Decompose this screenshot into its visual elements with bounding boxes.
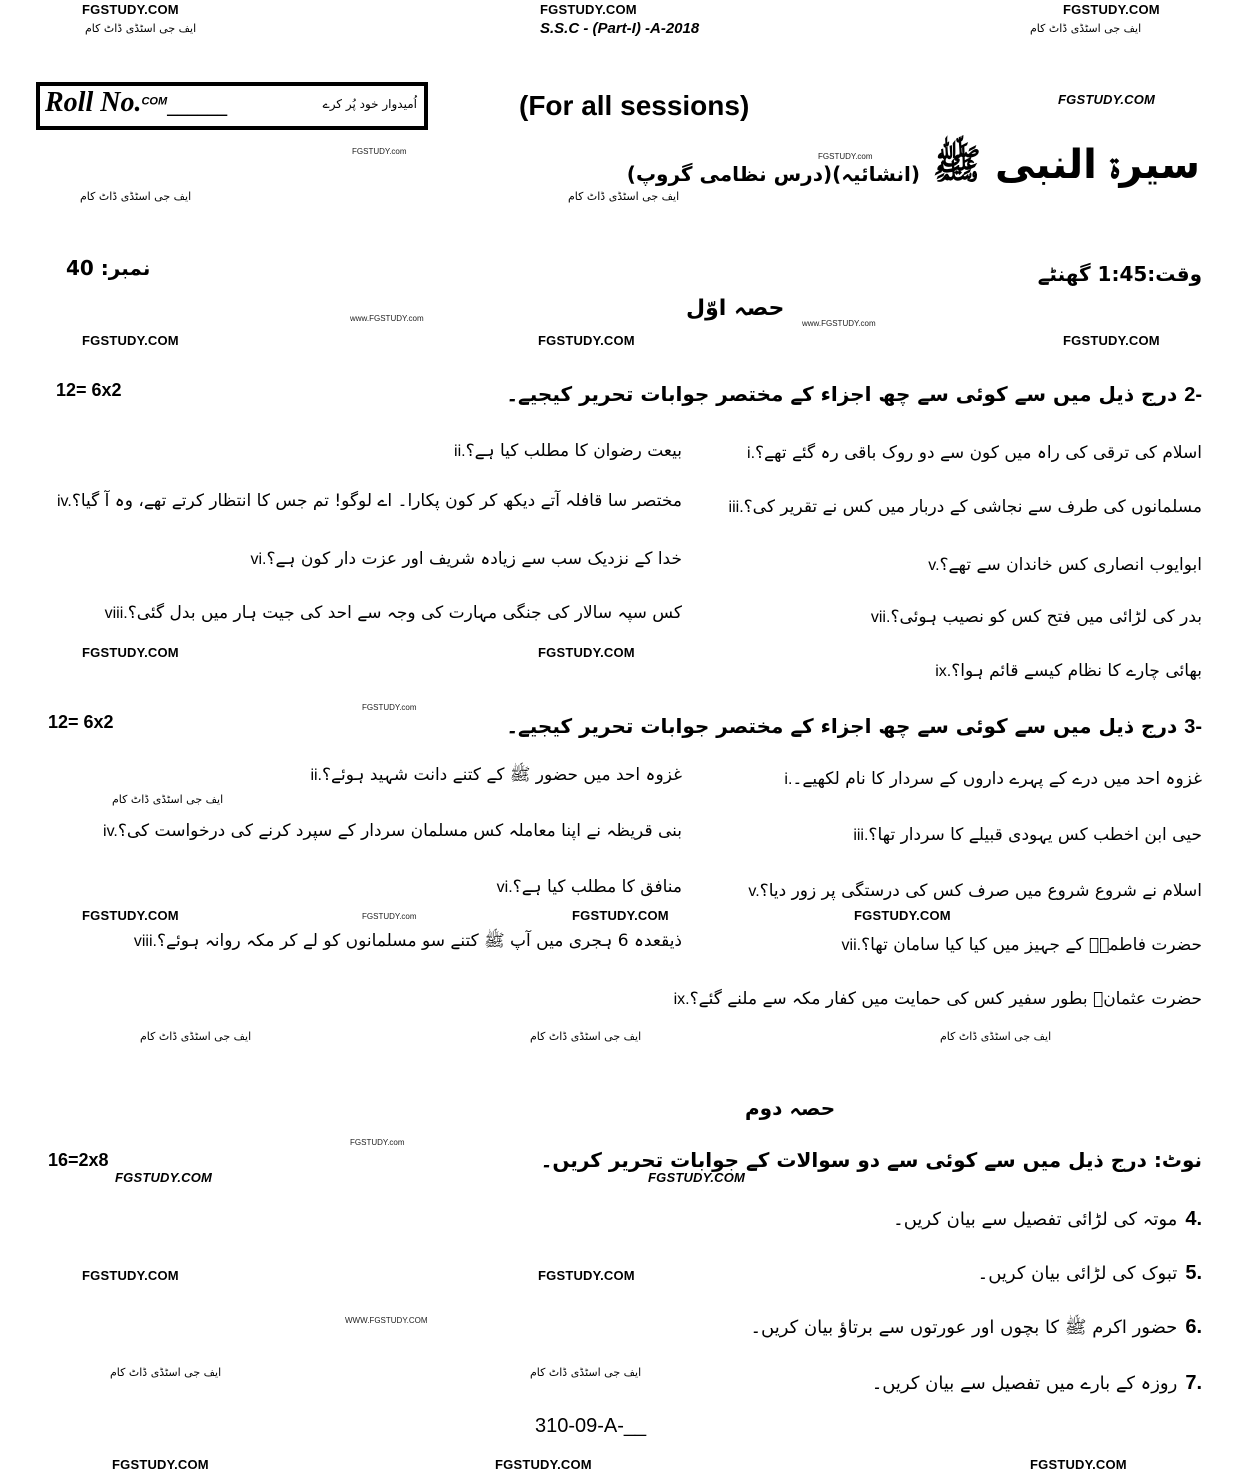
watermark-small: FGSTUDY.com (362, 912, 417, 921)
part2-question-6: .6حضور اکرم ﷺ کا بچوں اور عورتوں سے برتاؤ بیان کریں۔ (750, 1316, 1202, 1338)
watermark-small: FGSTUDY.com (362, 703, 417, 712)
part2-note: نوٹ: درج ذیل میں سے کوئی سے دو سوالات کے جوابات تحریر کریں۔ (540, 1148, 1202, 1172)
part2-question-7: .7روزہ کے بارے میں تفصیل سے بیان کریں۔ (871, 1372, 1202, 1394)
q2-instruction (506, 382, 1202, 407)
q3-item-ii: ii.غزوہ احد میں حضور ﷺ کے کتنے دانت شہید ہوئے؟ (310, 765, 682, 785)
q2-marks: 12= 6x2 (56, 380, 122, 400)
watermark-small: FGSTUDY.com (352, 147, 407, 156)
roll-number-box[interactable] (36, 82, 428, 130)
exam-code: S.S.C - (Part-I) -A-2018 (540, 20, 700, 37)
watermark-small: www.FGSTUDY.com (802, 319, 876, 328)
q2-item-v: v.ابوایوب انصاری کس خاندان سے تھے؟ (928, 555, 1202, 575)
q2-item-vi: vi.خدا کے نزدیک سب سے زیادہ شریف اور عزت دار کون ہے؟ (250, 549, 682, 569)
watermark: FGSTUDY.COM (538, 1268, 635, 1283)
part2-question-5: .5تبوک کی لڑائی بیان کریں۔ (977, 1262, 1202, 1284)
watermark-urdu: ایف جی اسٹڈی ڈاٹ کام (140, 1030, 252, 1043)
q2-number: -2 (1184, 384, 1202, 406)
watermark: FGSTUDY.COM (82, 1268, 179, 1283)
watermark: FGSTUDY.COM (540, 2, 637, 17)
part2-marks: 16=2x8 (48, 1150, 109, 1170)
part2-title: حصہ دوم (745, 1096, 836, 1120)
watermark: FGSTUDY.COM (82, 2, 179, 17)
watermark: FGSTUDY.COM (1063, 333, 1160, 348)
q3-item-iv: iv.بنی قریظہ نے اپنا معاملہ کس مسلمان سردار کے سپرد کرنے کی درخواست کی؟ (103, 821, 682, 841)
paper-code: 310-09-A-__ (535, 1415, 647, 1437)
watermark-urdu: ایف جی اسٹڈی ڈاٹ کام (80, 190, 192, 203)
q3-marks: 12= 6x2 (48, 712, 114, 732)
watermark-small: FGSTUDY.com (818, 152, 873, 161)
q3-instruction-text: درج ذیل میں سے کوئی سے چھ اجزاء کے مختصر جوابات تحریر کیجیے۔ (506, 714, 1178, 738)
roll-instruction: اُمیدوار خود پُر کرے (322, 97, 417, 111)
roll-blank[interactable]: ______ (167, 92, 228, 116)
watermark-urdu: ایف جی اسٹڈی ڈاٹ کام (568, 190, 680, 203)
watermark: FGSTUDY.COM (495, 1457, 592, 1472)
watermark: FGSTUDY.COM (115, 1170, 213, 1185)
time-allowed: وقت:1:45 گھنٹے (1037, 262, 1202, 286)
sessions-label: (For all sessions) (519, 90, 750, 121)
q3-item-vii: vii.حضرت فاطمہؓ کے جہیز میں کیا کیا سامان تھا؟ (841, 935, 1202, 955)
watermark-urdu: ایف جی اسٹڈی ڈاٹ کام (110, 1366, 222, 1379)
watermark: FGSTUDY.COM (648, 1170, 746, 1185)
watermark: FGSTUDY.COM (82, 645, 179, 660)
q3-item-v: v.اسلام نے شروع شروع میں صرف کس کی درستگی پر زور دیا؟ (748, 881, 1202, 901)
watermark-urdu: ایف جی اسٹڈی ڈاٹ کام (940, 1030, 1052, 1043)
watermark-urdu: ایف جی اسٹڈی ڈاٹ کام (530, 1030, 642, 1043)
watermark: FGSTUDY.COM (82, 908, 179, 923)
q2-item-iii: iii.مسلمانوں کی طرف سے نجاشی کے دربار میں کس نے تقریر کی؟ (728, 497, 1202, 517)
q3-item-vi: vi.منافق کا مطلب کیا ہے؟ (496, 877, 682, 897)
watermark-small: FGSTUDY.com (350, 1138, 405, 1147)
watermark: FGSTUDY.COM (1058, 92, 1156, 107)
watermark-urdu: ایف جی اسٹڈی ڈاٹ کام (85, 22, 197, 35)
watermark-urdu: ایف جی اسٹڈی ڈاٹ کام (530, 1366, 642, 1379)
watermark: FGSTUDY.COM (538, 333, 635, 348)
roll-suffix: COM (141, 95, 168, 108)
part1-title: حصہ اوّل (686, 296, 785, 321)
watermark-urdu: ایف جی اسٹڈی ڈاٹ کام (1030, 22, 1142, 35)
watermark: FGSTUDY.COM (82, 333, 179, 348)
q3-item-ix: ix.حضرت عثمانؓ بطور سفیر کس کی حمایت میں کفار مکہ سے ملنے گئے؟ (673, 989, 1202, 1009)
q2-instruction-text: درج ذیل میں سے کوئی سے چھ اجزاء کے مختصر جوابات تحریر کیجیے۔ (506, 382, 1178, 406)
watermark: FGSTUDY.COM (1030, 1457, 1127, 1472)
watermark: FGSTUDY.COM (572, 908, 669, 923)
q3-item-iii: iii.حیی ابن اخطب کس یہودی قبیلے کا سردار تھا؟ (853, 825, 1202, 845)
watermark-small: WWW.FGSTUDY.COM (345, 1316, 428, 1325)
watermark: FGSTUDY.COM (538, 645, 635, 660)
watermark: FGSTUDY.COM (112, 1457, 209, 1472)
watermark-urdu: ایف جی اسٹڈی ڈاٹ کام (112, 793, 224, 806)
watermark: FGSTUDY.COM (854, 908, 951, 923)
q2-item-i: i.اسلام کی ترقی کی راہ میں کون سے دو روک باقی رہ گئے تھے؟ (747, 443, 1202, 463)
q3-instruction (506, 714, 1202, 739)
q3-item-viii: viii.ذیقعدہ 6 ہجری میں آپ ﷺ کتنے سو مسلمانوں کو لے کر مکہ روانہ ہوئے؟ (133, 931, 682, 951)
q2-item-vii: vii.بدر کی لڑائی میں فتح کس کو نصیب ہوئی؟ (870, 607, 1202, 627)
watermark-small: www.FGSTUDY.com (350, 314, 424, 323)
q2-item-iv: iv.مختصر سا قافلہ آتے دیکھ کر کون پکارا۔ اے لوگو! تم جس کا انتظار کرتے تھے، وہ آ گیا؟ (57, 491, 682, 511)
subject-subtitle: (انشائیہ)(درس نظامی گروپ) (626, 162, 920, 186)
q2-item-viii: viii.کس سپہ سالار کی جنگی مہارت کی وجہ سے احد کی جیت ہار میں بدل گئی؟ (104, 603, 682, 623)
q2-item-ii: ii.بیعت رضوان کا مطلب کیا ہے؟ (454, 441, 682, 461)
roll-number-label: Roll No. (45, 87, 142, 118)
part2-question-4: .4موتہ کی لڑائی تفصیل سے بیان کریں۔ (893, 1208, 1202, 1230)
subject-title: سیرۃ النبی ﷺ (932, 142, 1200, 188)
total-marks: نمبر: 40 (66, 256, 151, 280)
q3-item-i: i.غزوہ احد میں درے کے پہرے داروں کے سردار کا نام لکھیے۔ (784, 769, 1202, 789)
watermark: FGSTUDY.COM (1063, 2, 1160, 17)
q2-item-ix: ix.بھائی چارے کا نظام کیسے قائم ہوا؟ (935, 661, 1202, 681)
q3-number: -3 (1184, 716, 1202, 738)
